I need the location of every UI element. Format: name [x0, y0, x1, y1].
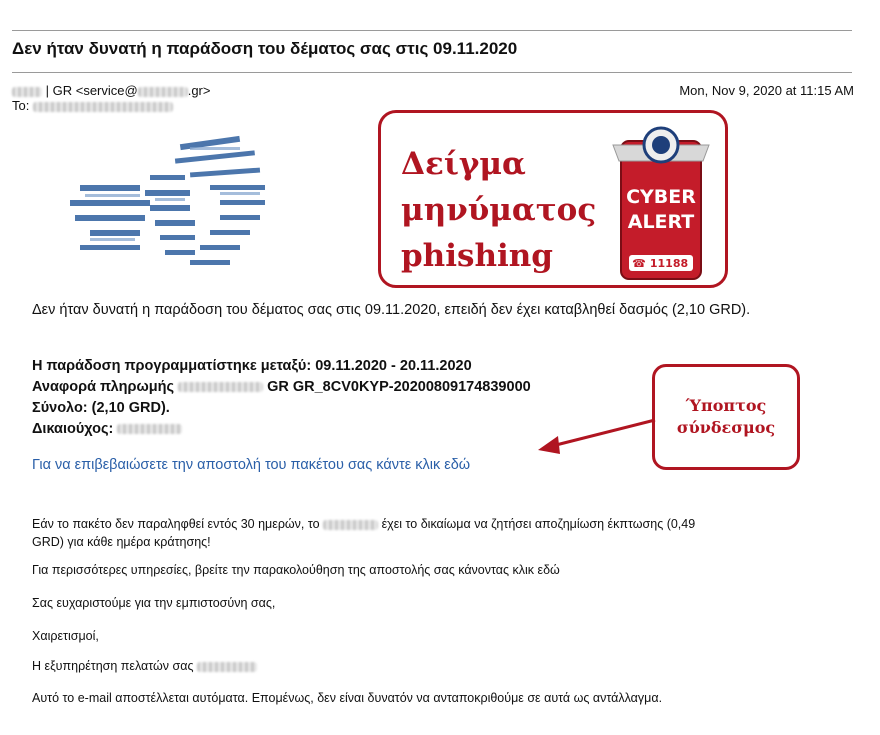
sender-line: [12, 83, 210, 98]
tracking-line: Για περισσότερες υπηρεσίες, βρείτε την παρακολούθηση της αποστολής σας κάνοντας κλικ εδώ: [32, 563, 560, 577]
subject-divider: [12, 72, 852, 73]
callout-line-2: σύνδεσμος: [676, 418, 776, 437]
payment-ref-label: Αναφορά πληρωμής: [32, 379, 175, 395]
retention-notice: [32, 515, 832, 551]
cyber-alert-badge: [611, 123, 711, 281]
redacted-signature: [197, 662, 257, 672]
payment-reference-line: [32, 377, 531, 398]
callout-line-1: Ύποπτος: [685, 396, 767, 415]
email-subject: Δεν ήταν δυνατή η παράδοση του δέματος σας στις 09.11.2020: [12, 39, 518, 58]
payment-ref-value: GR GR_8CV0KYP-20200809174839000: [267, 379, 531, 395]
redacted-beneficiary: [117, 424, 182, 434]
notice-line-2: GRD) για κάθε ημέρα κράτησης!: [32, 535, 211, 549]
greeting: Χαιρετισμοί,: [32, 629, 99, 643]
total-line: Σύνολο: (2,10 GRD).: [32, 400, 170, 416]
email-date: Mon, Nov 9, 2020 at 11:15 AM: [679, 83, 854, 98]
notice-part-1: Εάν το πακέτο δεν παραληφθεί εντός 30 ημερών, το: [32, 517, 320, 531]
warning-line-2: μηνύματος: [401, 192, 597, 228]
support-label: Η εξυπηρέτηση πελατών σας: [32, 659, 194, 673]
thanks-link[interactable]: Σας ευχαριστούμε για την εμπιστοσύνη σας,: [32, 596, 276, 610]
obscured-sender-logo: [60, 130, 310, 290]
to-label: To:: [12, 98, 30, 113]
badge-text-alert: ALERT: [627, 211, 695, 233]
redacted-recipient: [33, 102, 173, 112]
confirm-delivery-link[interactable]: Για να επιβεβαιώσετε την αποστολή του πακέτου σας κάντε κλικ εδώ: [32, 457, 471, 473]
phishing-warning-text: [401, 141, 596, 279]
intro-paragraph: Δεν ήταν δυνατή η παράδοση του δέματος σας στις 09.11.2020, επειδή δεν έχει καταβληθεί δασμός (2,10 GRD).: [32, 302, 751, 318]
callout-arrow: [530, 410, 660, 460]
phone-icon: ☎: [632, 257, 646, 270]
sender-prefix: | GR <service@: [45, 83, 138, 98]
support-signature: [32, 657, 257, 675]
schedule-line: Η παράδοση προγραμματίστηκε μεταξύ: 09.11.2020 - 20.11.2020: [32, 358, 472, 374]
badge-text-cyber: CYBER: [626, 186, 696, 208]
top-divider: [12, 30, 852, 31]
redacted-payee: [178, 382, 263, 392]
redacted-sender-domain: [138, 87, 188, 97]
redacted-sender-name: [12, 87, 42, 97]
badge-phone: 11188: [649, 257, 689, 270]
warning-line-3: phishing: [401, 238, 553, 274]
warning-line-1: Δείγμα: [401, 146, 526, 182]
recipient-line: [12, 98, 173, 113]
beneficiary-line: [32, 419, 182, 440]
redacted-company: [323, 520, 378, 530]
phishing-warning-box: [378, 110, 728, 288]
beneficiary-label: Δικαιούχος:: [32, 421, 114, 437]
sender-suffix: .gr>: [187, 83, 211, 98]
suspicious-link-callout: [652, 364, 800, 470]
notice-part-2: έχει το δικαίωμα να ζητήσει αποζημίωση έκπτωσης (0,49: [381, 517, 696, 531]
auto-notice: Αυτό το e-mail αποστέλλεται αυτόματα. Επομένως, δεν είναι δυνατόν να ανταποκριθούμε σε αυτά ως αντάλλαγμα.: [32, 691, 663, 705]
